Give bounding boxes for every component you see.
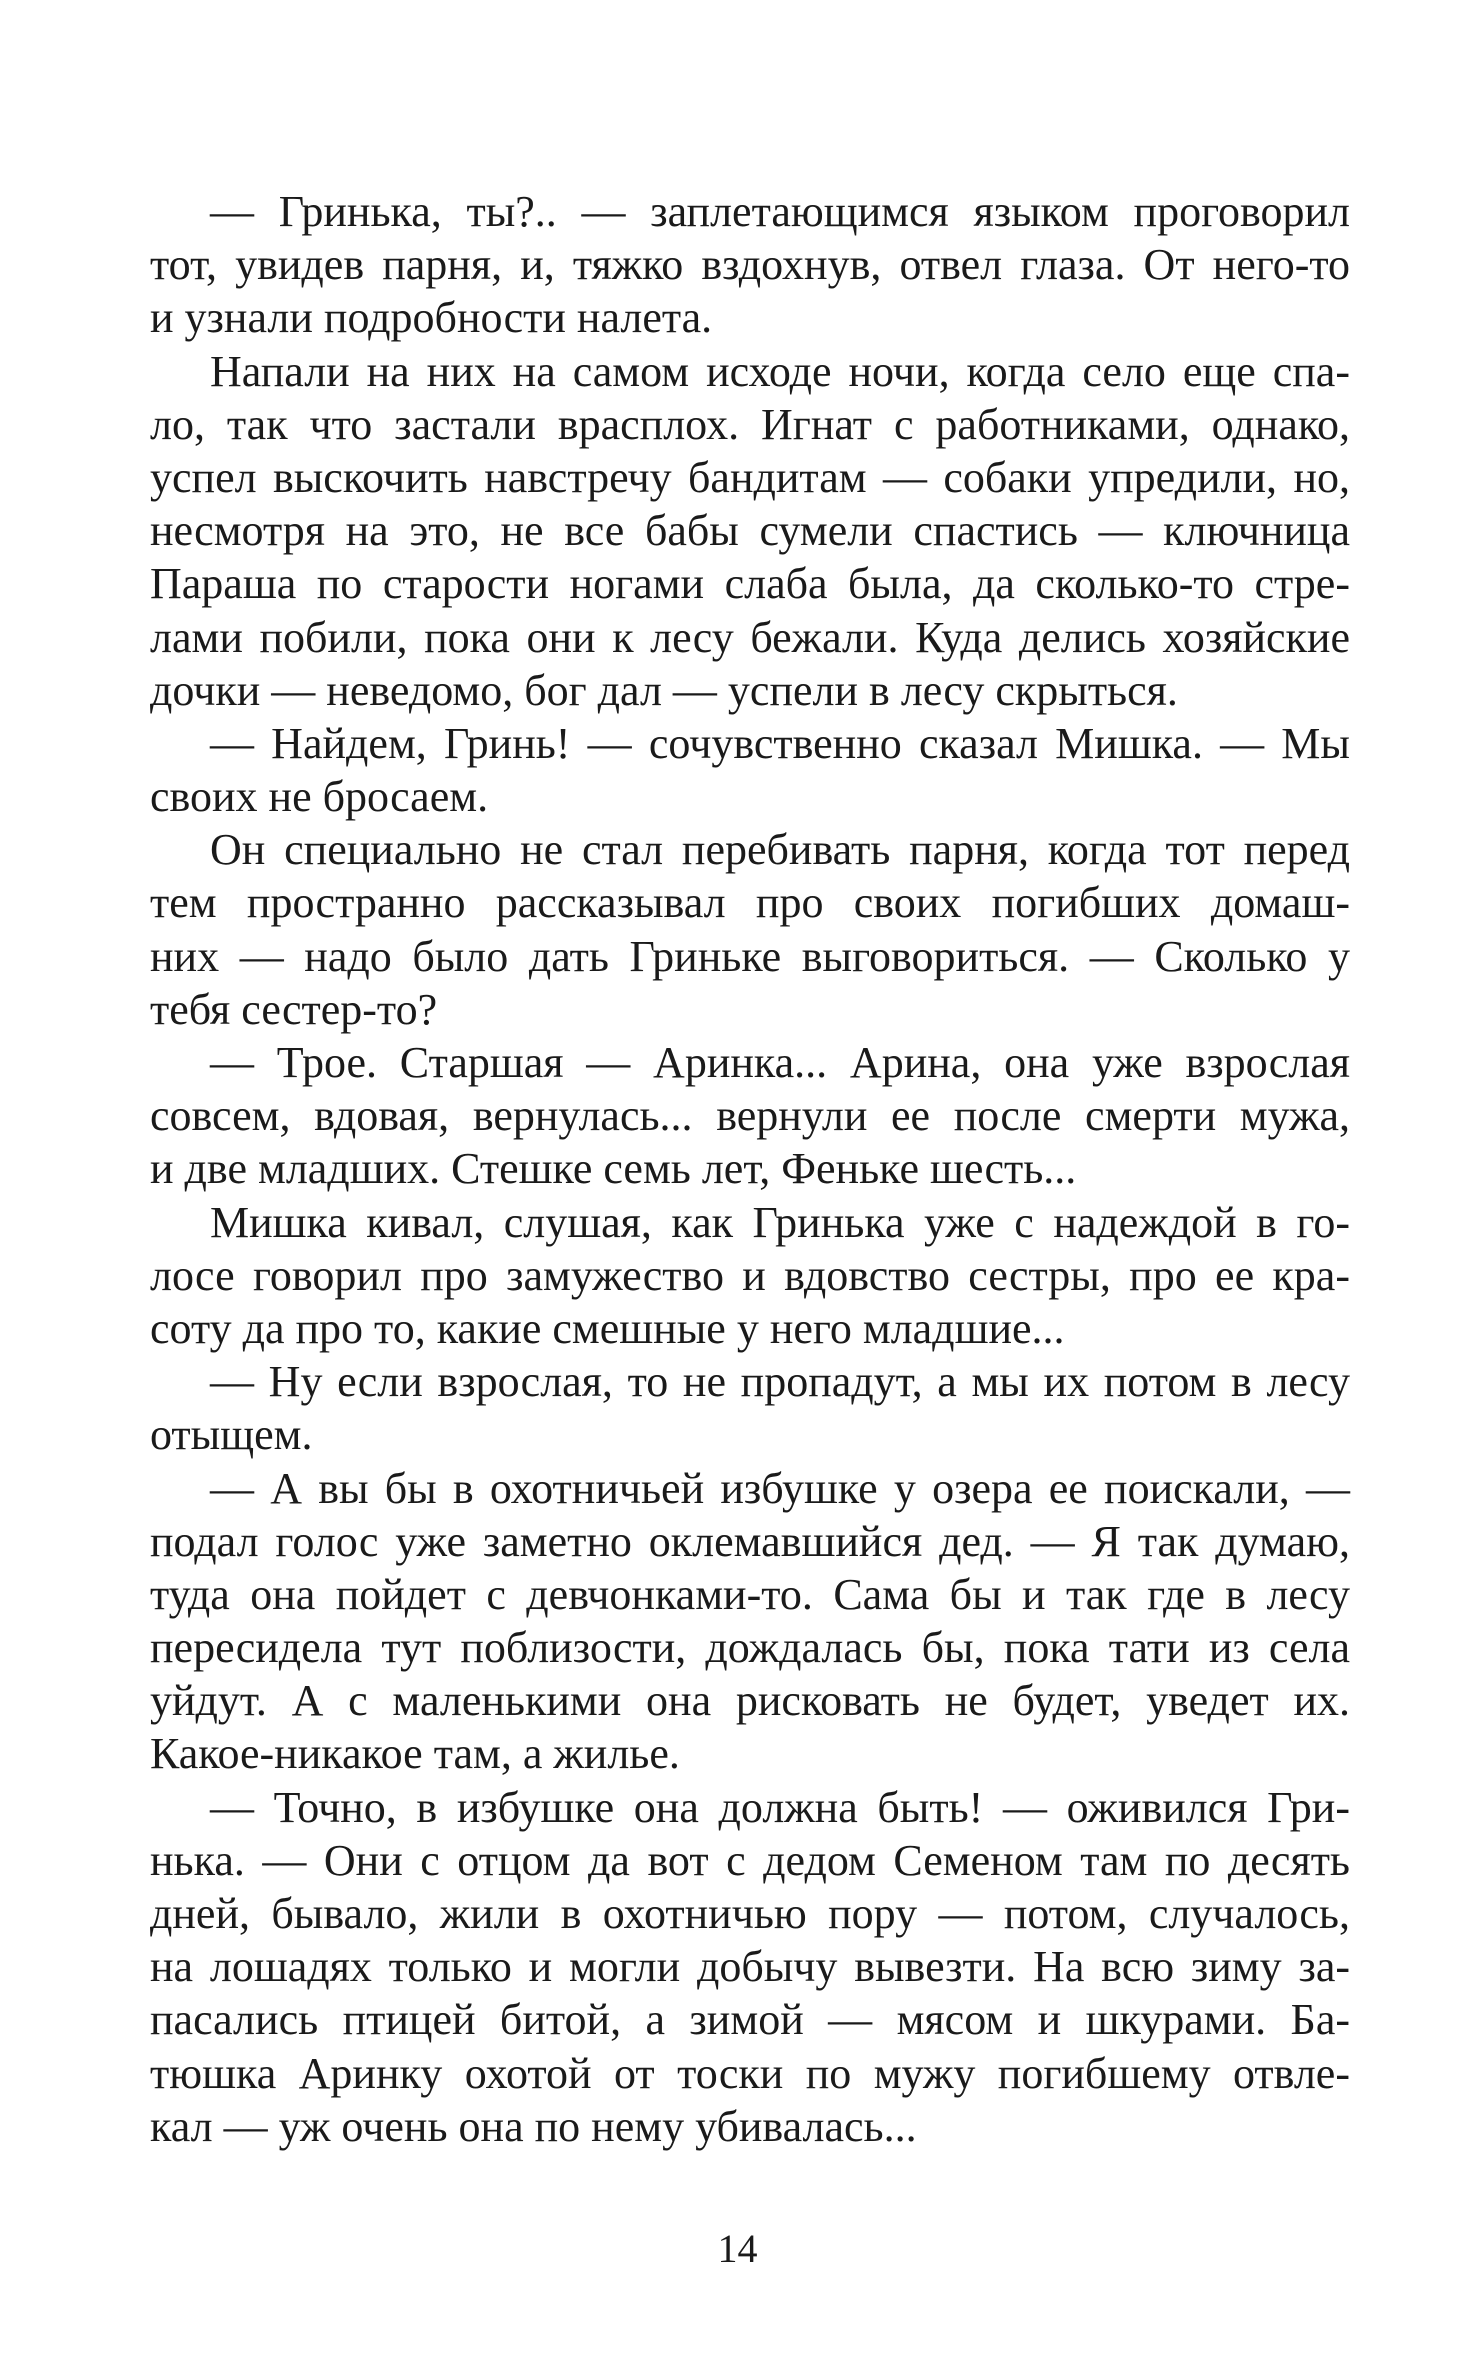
- text-line: кал — уж очень она по нему убивалась...: [150, 2101, 917, 2151]
- text-line: — Гринька, ты?.. — заплетающимся языком проговорил: [210, 187, 1350, 236]
- text-line: тем пространно рассказывал про своих погибших домаш-: [150, 878, 1350, 928]
- text-line: Параша по старости ногами слаба была, да сколько-то стре-: [150, 559, 1350, 609]
- text-line: дней, бывало, жили в охотничью пору — потом, случалось,: [150, 1889, 1350, 1938]
- text-line: тюшка Аринку охотой от тоски по мужу погибшему отвле-: [150, 2048, 1350, 2098]
- text-line: лами побили, пока они к лесу бежали. Куда делись хозяйские: [150, 612, 1350, 662]
- text-line: Он специально не стал перебивать парня, когда тот перед: [210, 825, 1350, 875]
- text-line: тебя сестер-то?: [150, 984, 438, 1034]
- text-line: — Трое. Старшая — Аринка... Арина, она уже взрослая: [210, 1038, 1350, 1087]
- text-line: дочки — неведомо, бог дал — успели в лесу скрыться.: [150, 665, 1178, 715]
- text-line: соту да про то, какие смешные у него младшие...: [150, 1303, 1065, 1353]
- text-line: них — надо было дать Гриньке выговориться. — Сколько у: [150, 931, 1350, 981]
- text-line: — А вы бы в охотничьей избушке у озера ее поискали, —: [210, 1463, 1350, 1513]
- text-line: несмотря на это, не все бабы сумели спастись — ключница: [150, 506, 1350, 556]
- page-number: 14: [717, 2226, 758, 2271]
- text-line: отыщем.: [150, 1410, 313, 1460]
- text-line: лосе говорил про замужество и вдовство сестры, про ее кра-: [150, 1250, 1350, 1300]
- paragraph: [150, 345, 1350, 717]
- text-line: нька. — Они с отцом да вот с дедом Семеном там по десять: [150, 1835, 1350, 1885]
- paragraph: [150, 823, 1350, 1036]
- text-line: Напали на них на самом исходе ночи, когда село еще спа-: [210, 346, 1350, 396]
- text-line: успел выскочить навстречу бандитам — собаки упредили, но,: [150, 452, 1350, 502]
- text-line: своих не бросаем.: [150, 772, 489, 822]
- text-line: уйдут. А с маленькими она рисковать не будет, уведет их.: [150, 1676, 1350, 1726]
- text-line: совсем, вдовая, вернулась... вернули ее после смерти мужа,: [150, 1091, 1350, 1141]
- text-line: Мишка кивал, слушая, как Гринька уже с надеждой в го-: [210, 1197, 1350, 1247]
- paragraph: [150, 185, 1350, 345]
- text-line: туда она пойдет с девчонками-то. Сама бы и так где в лесу: [150, 1569, 1350, 1619]
- text-line: и две младших. Стешке семь лет, Феньке шесть...: [150, 1144, 1077, 1194]
- text-line: — Точно, в избушке она должна быть! — оживился Гри-: [210, 1782, 1350, 1832]
- text-line: Какое-никакое там, а жилье.: [150, 1729, 680, 1779]
- paragraph: [150, 1355, 1350, 1461]
- text-line: пасались птицей битой, а зимой — мясом и шкурами. Ба-: [150, 1995, 1350, 2045]
- text-line: тот, увидев парня, и, тяжко вздохнув, отвел глаза. От него-то: [150, 240, 1350, 290]
- text-line: на лошадях только и могли добычу вывезти. На всю зиму за-: [150, 1942, 1350, 1992]
- text-line: — Найдем, Гринь! — сочувственно сказал Мишка. — Мы: [210, 718, 1350, 768]
- text-line: ло, так что застали врасплох. Игнат с работниками, однако,: [150, 399, 1350, 449]
- text-line: пересидела тут поблизости, дождалась бы, пока тати из села: [150, 1623, 1350, 1673]
- paragraph: [150, 717, 1350, 823]
- body-text: [150, 185, 1350, 2153]
- paragraph: [150, 1462, 1350, 1781]
- paragraph: [150, 1781, 1350, 2153]
- text-line: и узнали подробности налета.: [150, 293, 713, 343]
- text-line: подал голос уже заметно оклемавшийся дед. — Я так думаю,: [150, 1516, 1350, 1566]
- paragraph: [150, 1196, 1350, 1356]
- text-line: — Ну если взрослая, то не пропадут, а мы их потом в лесу: [210, 1357, 1350, 1407]
- paragraph: [150, 1036, 1350, 1196]
